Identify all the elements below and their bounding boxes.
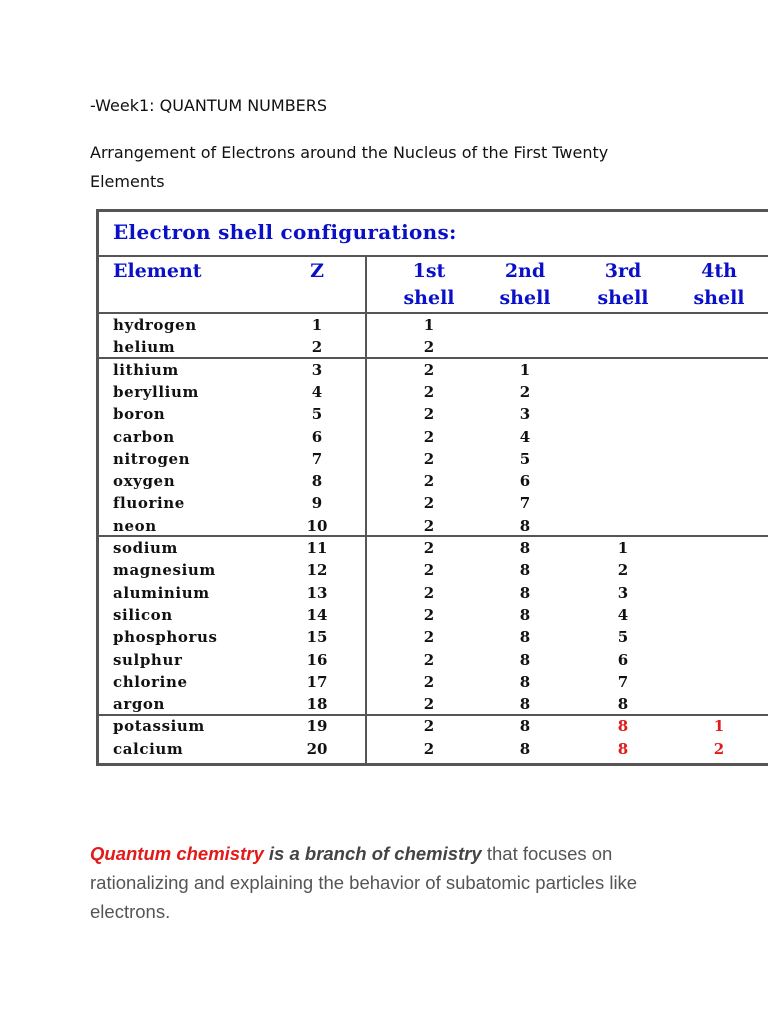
cell-s2: 6	[519, 472, 531, 491]
cell-s3: 1	[617, 539, 629, 557]
table-row	[99, 470, 768, 492]
cell-s1: 2	[423, 472, 435, 491]
cell-element: nitrogen	[113, 449, 191, 468]
cell-s1: 2	[423, 739, 435, 758]
table-row	[99, 738, 768, 760]
cell-s1: 2	[423, 650, 435, 669]
table-row	[99, 559, 768, 581]
cell-element: magnesium	[113, 561, 216, 580]
cell-s2: 8	[519, 561, 531, 580]
cell-s1: 2	[423, 539, 435, 557]
header-shell1	[395, 258, 463, 312]
cell-z: 1	[311, 316, 323, 334]
cell-element: phosphorus	[113, 628, 218, 647]
table-row	[99, 537, 768, 559]
cell-element: sulphur	[113, 650, 183, 669]
cell-z: 4	[311, 382, 323, 401]
header-shell4-line1: 4th	[701, 260, 737, 282]
cell-s2: 8	[519, 605, 531, 624]
cell-s4: 2	[713, 739, 725, 758]
table-row	[99, 715, 768, 737]
table-row	[99, 336, 768, 358]
cell-z: 11	[306, 539, 328, 557]
cell-element: argon	[113, 695, 166, 714]
cell-z: 13	[306, 583, 328, 602]
cell-s1: 2	[423, 338, 435, 357]
cell-s2: 8	[519, 516, 531, 535]
cell-z: 16	[306, 650, 328, 669]
table-row	[99, 492, 768, 514]
cell-s1: 2	[423, 494, 435, 513]
paragraph-rest: that focuses on rationalizing and explaining the behavior of subatomic particles like electrons.	[90, 842, 638, 922]
cell-s1: 1	[423, 316, 435, 334]
table-row	[99, 604, 768, 626]
intro-text: Arrangement of Electrons around the Nucleus of the First Twenty Elements	[90, 143, 609, 191]
cell-s1: 2	[423, 360, 435, 379]
cell-element: lithium	[113, 360, 179, 379]
table-row	[99, 359, 768, 381]
cell-element: beryllium	[113, 382, 199, 401]
header-shell2-line2: shell	[499, 287, 551, 309]
cell-s1: 2	[423, 382, 435, 401]
cell-s1: 2	[423, 717, 435, 736]
cell-s1: 2	[423, 449, 435, 468]
table-title: Electron shell configurations:	[113, 220, 457, 244]
cell-z: 6	[311, 427, 323, 446]
cell-element: silicon	[113, 605, 173, 624]
cell-s3: 8	[617, 717, 629, 736]
cell-s3: 2	[617, 561, 629, 580]
cell-element: helium	[113, 338, 176, 357]
cell-s2: 8	[519, 650, 531, 669]
cell-element: hydrogen	[113, 316, 197, 334]
cell-s1: 2	[423, 628, 435, 647]
cell-element: neon	[113, 516, 157, 535]
cell-z: 7	[311, 449, 323, 468]
quantum-chemistry-paragraph	[90, 839, 690, 926]
header-shell3	[589, 258, 657, 312]
cell-s2: 8	[519, 717, 531, 736]
cell-s4: 1	[713, 717, 725, 736]
term-quantum-chemistry: Quantum chemistry	[90, 842, 264, 864]
header-shell2	[491, 258, 559, 312]
cell-s1: 2	[423, 672, 435, 691]
cell-element: sodium	[113, 539, 179, 557]
cell-s2: 2	[519, 382, 531, 401]
term-definition: is a branch of chemistry	[263, 842, 482, 864]
cell-element: aluminium	[113, 583, 210, 602]
table-row	[99, 314, 768, 336]
table-row	[99, 448, 768, 470]
cell-z: 17	[306, 672, 328, 691]
table-row	[99, 649, 768, 671]
header-shell1-line2: shell	[403, 287, 455, 309]
table-row	[99, 671, 768, 693]
header-shell2-line1: 2nd	[504, 260, 546, 282]
cell-s3: 5	[617, 628, 629, 647]
cell-z: 18	[306, 695, 328, 714]
cell-element: chlorine	[113, 672, 188, 691]
cell-z: 5	[311, 405, 323, 424]
header-element: Element	[113, 260, 202, 282]
cell-s2: 8	[519, 539, 531, 557]
cell-s2: 5	[519, 449, 531, 468]
cell-s2: 8	[519, 672, 531, 691]
cell-element: potassium	[113, 717, 205, 736]
electron-shell-table	[96, 209, 768, 766]
cell-s1: 2	[423, 695, 435, 714]
cell-s3: 3	[617, 583, 629, 602]
cell-element: fluorine	[113, 494, 185, 513]
table-row	[99, 693, 768, 715]
cell-s1: 2	[423, 516, 435, 535]
header-shell4	[685, 258, 753, 312]
cell-s3: 4	[617, 605, 629, 624]
cell-s1: 2	[423, 405, 435, 424]
cell-z: 15	[306, 628, 328, 647]
header-shell3-line2: shell	[597, 287, 649, 309]
cell-s3: 6	[617, 650, 629, 669]
cell-s1: 2	[423, 561, 435, 580]
cell-z: 8	[311, 472, 323, 491]
page-heading: -Week1: QUANTUM NUMBERS	[90, 96, 328, 115]
cell-element: calcium	[113, 739, 184, 758]
cell-z: 3	[311, 360, 323, 379]
title-divider	[99, 255, 768, 257]
cell-z: 10	[306, 516, 328, 535]
cell-s2: 3	[519, 405, 531, 424]
cell-element: oxygen	[113, 472, 176, 491]
cell-s1: 2	[423, 427, 435, 446]
cell-s3: 8	[617, 739, 629, 758]
cell-s2: 4	[519, 427, 531, 446]
table-row	[99, 426, 768, 448]
cell-z: 20	[306, 739, 328, 758]
table-row	[99, 626, 768, 648]
cell-z: 14	[306, 605, 328, 624]
cell-element: carbon	[113, 427, 175, 446]
table-row	[99, 381, 768, 403]
cell-s2: 8	[519, 628, 531, 647]
header-shell1-line1: 1st	[412, 260, 446, 282]
cell-s2: 7	[519, 494, 531, 513]
cell-s2: 1	[519, 360, 531, 379]
cell-s1: 2	[423, 583, 435, 602]
cell-s3: 7	[617, 672, 629, 691]
table-row	[99, 403, 768, 425]
cell-element: boron	[113, 405, 166, 424]
header-shell3-line1: 3rd	[604, 260, 642, 282]
table-row	[99, 582, 768, 604]
cell-s3: 8	[617, 695, 629, 714]
cell-s2: 8	[519, 583, 531, 602]
cell-s1: 2	[423, 605, 435, 624]
cell-z: 2	[311, 338, 323, 357]
cell-s2: 8	[519, 695, 531, 714]
cell-z: 19	[306, 717, 328, 736]
cell-z: 9	[311, 494, 323, 513]
header-shell4-line2: shell	[693, 287, 745, 309]
header-z: Z	[310, 260, 324, 282]
table-row	[99, 515, 768, 537]
cell-s2: 8	[519, 739, 531, 758]
cell-z: 12	[306, 561, 328, 580]
